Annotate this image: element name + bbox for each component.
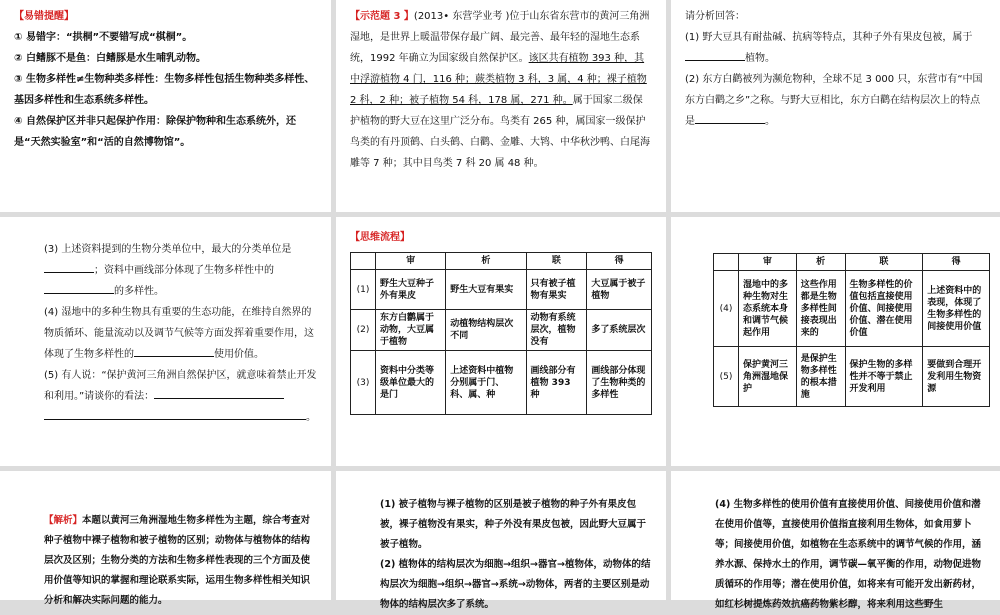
question-1-suffix: 植物。 [745,53,775,64]
answer-blank[interactable] [685,48,745,61]
cell: 湿地中的多种生物对生态系统本身和调节气候起作用 [739,271,797,347]
cell: 只有被子植物有果实 [526,270,587,310]
example-paragraph [350,6,652,174]
underlined-text: 该区共有植物 393 种，其中浮游植物 4 门，116 种；蕨类植物 3 科，3 属，4 种；裸子植物 2 科，2 种；被子植物 54 科，178 属，271 种。 [350,53,647,106]
cell: 保护生物的多样性并不等于禁止开发利用 [845,347,923,407]
thinking-flow-tag: 【思维流程】 [350,232,410,243]
question-5-suffix: 。 [306,412,316,423]
cell: 保护黄河三角洲湿地保护 [739,347,797,407]
cell: 这些作用都是生物多样性间接表现出来的 [796,271,845,347]
question-5 [44,365,317,428]
analysis-paragraph [44,511,319,611]
row-number: (4) [714,271,739,347]
slide-error-tips[interactable] [0,0,331,212]
question-3-text: (3) 上述资料提到的生物分类单位中，最大的分类单位是 [44,244,292,255]
tip-item: ④ 自然保护区并非只起保护作用：除保护物种和生态系统外，还是“天然实验室”和“活的自然博物馆”。 [14,116,296,148]
table-header-row [351,253,652,270]
col-header: 审 [739,254,797,271]
table-row [351,351,652,415]
slide-questions-1-2[interactable] [671,0,1000,212]
example-tag: 【示范题 3 】 [350,11,414,22]
cell: 资料中分类等级单位最大的是门 [376,351,446,415]
cell: 上述资料中的表现，体现了生物多样性的间接使用价值 [923,271,990,347]
analysis-table [350,252,652,415]
answer-blank[interactable] [154,386,284,399]
tip-item: ① 易错字：“拱桐”不要错写成“棋桐”。 [14,32,193,43]
question-1 [685,27,986,69]
table-row [714,347,990,407]
slide-example-question[interactable] [336,0,666,212]
cell: 要做到合理开发利用生物资源 [923,347,990,407]
question-5-text: (5) 有人说：“保护黄河三角洲自然保护区，就意味着禁止开发和利用。”请谈你的看法： [44,370,317,402]
row-number: (5) [714,347,739,407]
cell: 大豆属于被子植物 [587,270,652,310]
intro-text: 请分析回答： [685,11,745,22]
tip-item: ③ 生物多样性≠生物种类多样性：生物多样性包括生物种类多样性、基因多样性和生态系统多样性。 [14,74,315,106]
cell: 野生大豆种子外有果皮 [376,270,446,310]
answer-blank[interactable] [44,260,94,273]
cell: 生物多样性的价值包括直接使用价值、间接使用价值、潜在使用价值 [845,271,923,347]
table-header-row [714,254,990,271]
col-header: 审 [376,253,446,270]
cell: 画线部分有植物 393 种 [526,351,587,415]
cell: 多了系统层次 [587,310,652,351]
error-tips-tag: 【易错提醒】 [14,11,74,22]
tip-item: ② 白鳍豚不是鱼：白鳍豚是水生哺乳动物。 [14,53,206,64]
slide-explanation-4[interactable] [671,471,1000,610]
col-header: 析 [796,254,845,271]
table-row [351,310,652,351]
question-3 [44,239,317,302]
question-3-text-c: 的多样性。 [114,286,164,297]
question-3-text-b: ；资料中画线部分体现了生物多样性中的 [94,265,274,276]
answer-blank[interactable] [44,281,114,294]
cell: 动物有系统层次，植物没有 [526,310,587,351]
explanation-2: (2) 植物体的结构层次为细胞→组织→器官→植物体，动物体的结构层次为细胞→组织→器官→系统→动物体，两者的主要区别是动物体的结构层次多了系统。 [380,559,651,610]
col-header: 联 [526,253,587,270]
col-header: 联 [845,254,923,271]
example-source: (2013• 东营学业考 ) [413,11,510,22]
cell: 画线部分体现了生物种类的多样性 [587,351,652,415]
cell: 是保护生物多样性的根本措施 [796,347,845,407]
answer-blank[interactable] [695,111,765,124]
slide-analysis[interactable] [0,471,331,606]
question-4-suffix: 使用价值。 [214,349,264,360]
slide-explanation-1-2[interactable] [336,471,666,610]
row-number: (1) [351,270,376,310]
analysis-table [713,253,990,407]
question-1-text: (1) 野大豆具有耐盐碱、抗病等特点，其种子外有果皮包被，属于 [685,32,973,43]
col-header: 得 [923,254,990,271]
answer-blank[interactable] [44,407,306,420]
row-number: (2) [351,310,376,351]
question-2 [685,69,986,132]
slide-thinking-flow[interactable] [336,217,666,466]
example-text-a: 位于山东省东营市的黄河三角洲湿地，是世界上暖温带保存最广阔、最完善、最年轻的湿地生态系统，1992 年确立为国家级自然保护区。 [350,11,650,64]
cell: 上述资料中植物分别属于门、科、属、种 [446,351,526,415]
cell: 野生大豆有果实 [446,270,526,310]
question-4 [44,302,317,365]
answer-blank[interactable] [134,344,214,357]
table-row [714,271,990,347]
cell: 动植物结构层次不同 [446,310,526,351]
slide-thinking-flow-continued[interactable] [671,217,1000,466]
example-text-b: 属于国家二级保护植物的野大豆在这里广泛分布。鸟类有 265 种，属国家一级保护鸟类的有丹顶鹤、白头鹤、白鹳、金雕、大鸨、中华秋沙鸭、白尾海雕等 7 种；其中目鸟类 7 科 20 属 48 种。 [350,95,650,169]
col-header: 析 [446,253,526,270]
col-header: 得 [587,253,652,270]
question-4-text: (4) 湿地中的多种生物具有重要的生态功能，在维持自然界的物质循环、能量流动以及调节气候等方面发挥着重要作用，这体现了生物多样性的 [44,307,314,360]
row-number: (3) [351,351,376,415]
explanation-1: (1) 被子植物与裸子植物的区别是被子植物的种子外有果皮包被，裸子植物没有果实，种子外没有果皮包被，因此野大豆属于被子植物。 [380,499,647,550]
analysis-tag: 【解析】 [44,515,83,526]
slide-questions-3-5[interactable] [0,217,331,466]
question-2-text: (2) 东方白鹳被列为濒危物种，全球不足 3 000 只，东营市有“中国东方白鹳之乡”之称。与野大豆相比，东方白鹳在结构层次上的特点是 [685,74,983,127]
question-2-suffix: 。 [765,116,775,127]
analysis-text: 本题以黄河三角洲湿地生物多样性为主题，综合考查对种子植物中裸子植物和被子植物的区别；动物体与植物体的结构层次及区别；生物分类的方法和生物多样性表现的三个方面及使用价值等知识的掌握和理论联系实际，运用生物多样性相关知识分析和解决实际问题的能力。 [44,515,311,606]
table-row [351,270,652,310]
cell: 东方白鹳属于动物，大豆属于植物 [376,310,446,351]
explanation-4: (4) 生物多样性的使用价值有直接使用价值、间接使用价值和潜在使用价值等，直接使用价值指直接利用生物体，如食用萝卜等；间接使用价值，如植物在生态系统中的调节气候的作用，涵养水源、保持水土的作用，调节碳—氧平衡的作用，动物促进物质循环的作用等；潜在使用价值，如将来有可能开发出新药材，如红杉树提炼药效抗癌药物紫杉醇，将来利用这些野生 [715,499,982,610]
